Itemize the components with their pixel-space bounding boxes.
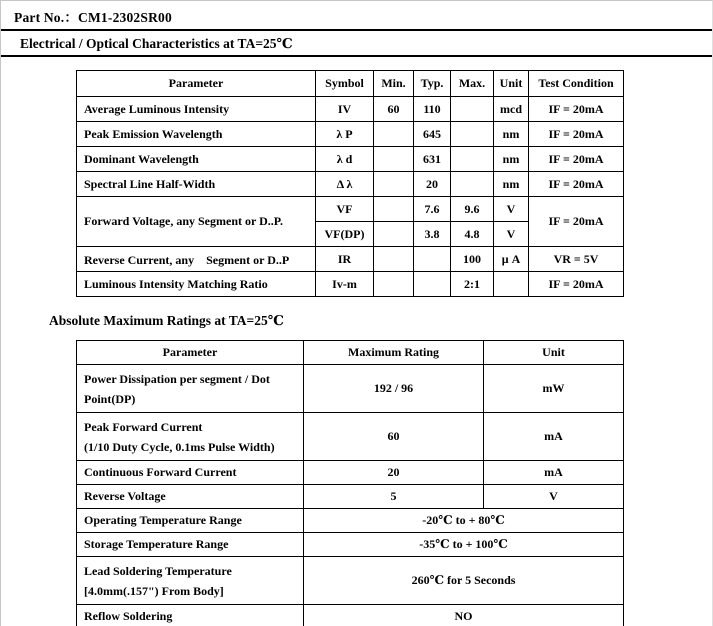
cell-unit: mW — [484, 365, 624, 413]
cell-max: 9.6 — [451, 197, 494, 222]
cell-parameter-line: (1/10 Duty Cycle, 0.1ms Pulse Width) — [84, 439, 275, 454]
cell-min — [374, 147, 414, 172]
cell-maximum-rating: NO — [304, 605, 624, 626]
cell-test-condition: IF = 20mA — [529, 197, 624, 247]
cell-maximum-rating: 260℃ for 5 Seconds — [304, 557, 624, 605]
table-row — [77, 247, 624, 272]
cell-parameter: Average Luminous Intensity — [77, 97, 316, 122]
table-header-row — [77, 71, 624, 97]
cell-test-condition: IF = 20mA — [529, 172, 624, 197]
col-header-min: Min. — [374, 71, 414, 97]
col-header-symbol: Symbol — [316, 71, 374, 97]
cell-parameter: Operating Temperature Range — [77, 509, 304, 533]
cell-unit: μ A — [494, 247, 529, 272]
cell-unit: V — [484, 485, 624, 509]
cell-typ: 631 — [414, 147, 451, 172]
cell-min — [374, 122, 414, 147]
table-row — [77, 122, 624, 147]
cell-test-condition: IF = 20mA — [529, 272, 624, 297]
cell-max: 4.8 — [451, 222, 494, 247]
table-row — [77, 147, 624, 172]
electrical-characteristics-table — [76, 70, 624, 297]
cell-maximum-rating: 192 / 96 — [304, 365, 484, 413]
cell-max: 2:1 — [451, 272, 494, 297]
cell-min: 60 — [374, 97, 414, 122]
cell-test-condition: IF = 20mA — [529, 97, 624, 122]
cell-parameter-line: [4.0mm(.157") From Body] — [84, 583, 224, 598]
col-header-parameter: Parameter — [77, 341, 304, 365]
cell-maximum-rating: 5 — [304, 485, 484, 509]
cell-parameter: Dominant Wavelength — [77, 147, 316, 172]
cell-maximum-rating: 60 — [304, 413, 484, 461]
table-row — [77, 485, 624, 509]
cell-unit: mcd — [494, 97, 529, 122]
table-row — [77, 365, 624, 413]
cell-unit: mA — [484, 413, 624, 461]
cell-symbol: λ P — [316, 122, 374, 147]
cell-test-condition: IF = 20mA — [529, 147, 624, 172]
table-row — [77, 509, 624, 533]
table-row — [77, 605, 624, 626]
cell-min — [374, 222, 414, 247]
cell-parameter: Peak Emission Wavelength — [77, 122, 316, 147]
cell-maximum-rating: -35℃ to + 100℃ — [304, 533, 624, 557]
col-header-unit: Unit — [494, 71, 529, 97]
cell-symbol: VF(DP) — [316, 222, 374, 247]
absolute-maximum-ratings-table — [76, 340, 624, 626]
cell-unit — [494, 272, 529, 297]
cell-unit: V — [494, 222, 529, 247]
cell-parameter — [77, 413, 304, 461]
table-row — [77, 413, 624, 461]
col-header-max: Max. — [451, 71, 494, 97]
cell-symbol: Iv-m — [316, 272, 374, 297]
cell-max: 100 — [451, 247, 494, 272]
cell-maximum-rating: 20 — [304, 461, 484, 485]
cell-parameter — [77, 365, 304, 413]
cell-symbol: IR — [316, 247, 374, 272]
col-header-maximum-rating: Maximum Rating — [304, 341, 484, 365]
cell-max — [451, 147, 494, 172]
cell-parameter-line: Point(DP) — [84, 391, 136, 406]
cell-parameter: Storage Temperature Range — [77, 533, 304, 557]
cell-typ: 7.6 — [414, 197, 451, 222]
cell-maximum-rating: -20℃ to + 80℃ — [304, 509, 624, 533]
cell-parameter: Luminous Intensity Matching Ratio — [77, 272, 316, 297]
cell-max — [451, 122, 494, 147]
cell-parameter-line: Power Dissipation per segment / Dot — [84, 371, 270, 386]
cell-typ: 3.8 — [414, 222, 451, 247]
cell-parameter: Spectral Line Half-Width — [77, 172, 316, 197]
cell-parameter: Reflow Soldering — [77, 605, 304, 626]
cell-parameter: Continuous Forward Current — [77, 461, 304, 485]
table-row — [77, 172, 624, 197]
cell-min — [374, 272, 414, 297]
col-header-parameter: Parameter — [77, 71, 316, 97]
section-title-absolute-maximum-ratings: Absolute Maximum Ratings at TA=25℃ — [49, 313, 284, 328]
cell-parameter: Reverse Voltage — [77, 485, 304, 509]
cell-typ: 645 — [414, 122, 451, 147]
cell-parameter — [77, 557, 304, 605]
part-number-header: Part No.：CM1-2302SR00 — [1, 1, 712, 31]
cell-typ — [414, 247, 451, 272]
table-row — [77, 272, 624, 297]
cell-max — [451, 172, 494, 197]
col-header-typ: Typ. — [414, 71, 451, 97]
table-row — [77, 557, 624, 605]
table-row — [77, 461, 624, 485]
cell-min — [374, 247, 414, 272]
cell-min — [374, 197, 414, 222]
col-header-unit: Unit — [484, 341, 624, 365]
table-row — [77, 97, 624, 122]
cell-parameter-line: Peak Forward Current — [84, 419, 203, 434]
cell-typ: 20 — [414, 172, 451, 197]
table-header-row — [77, 341, 624, 365]
cell-typ: 110 — [414, 97, 451, 122]
cell-parameter-line: Lead Soldering Temperature — [84, 563, 232, 578]
cell-typ — [414, 272, 451, 297]
cell-symbol: IV — [316, 97, 374, 122]
cell-max — [451, 97, 494, 122]
cell-unit: mA — [484, 461, 624, 485]
cell-test-condition: VR = 5V — [529, 247, 624, 272]
cell-symbol: Δ λ — [316, 172, 374, 197]
col-header-test-condition: Test Condition — [529, 71, 624, 97]
cell-unit: V — [494, 197, 529, 222]
cell-symbol: λ d — [316, 147, 374, 172]
table-row — [77, 533, 624, 557]
section-title-electrical-optical: Electrical / Optical Characteristics at TA=25℃ — [1, 31, 712, 57]
cell-parameter: Forward Voltage, any Segment or D..P. — [77, 197, 316, 247]
table-row — [77, 197, 624, 222]
cell-unit: nm — [494, 172, 529, 197]
cell-min — [374, 172, 414, 197]
cell-parameter: Reverse Current, any Segment or D..P — [77, 247, 316, 272]
cell-symbol: VF — [316, 197, 374, 222]
cell-unit: nm — [494, 147, 529, 172]
cell-test-condition: IF = 20mA — [529, 122, 624, 147]
cell-unit: nm — [494, 122, 529, 147]
